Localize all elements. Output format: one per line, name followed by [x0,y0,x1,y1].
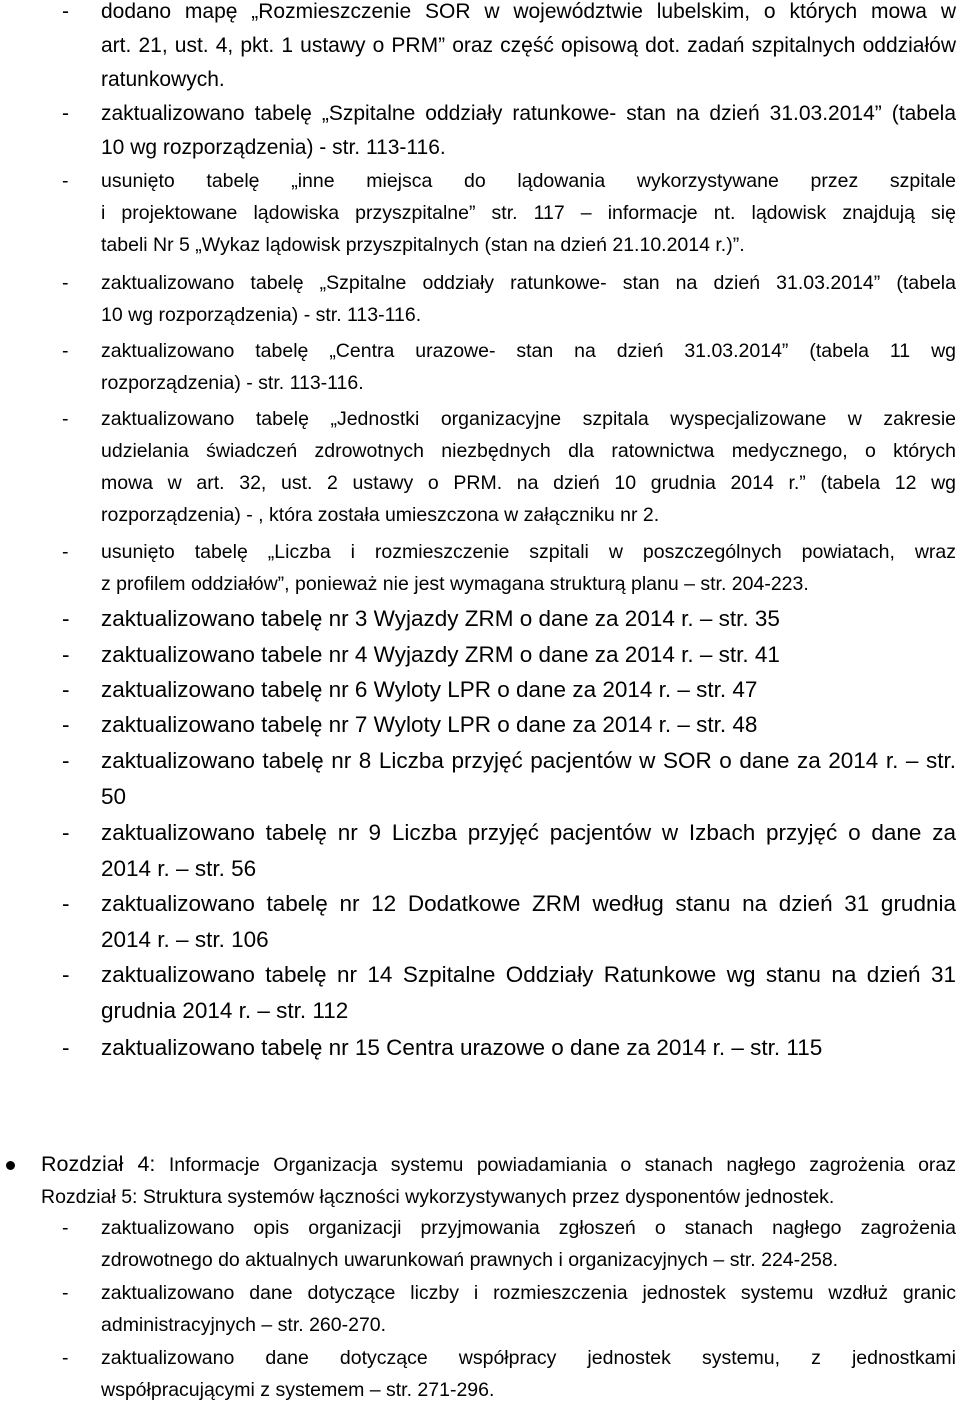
list-dash: - [62,891,70,916]
chapter-section [0,1148,956,1213]
list-item-line: zaktualizowano tabelę nr 7 Wyloty LPR o dane za 2014 r. – str. 48 [101,712,758,737]
list-dash: - [62,272,69,294]
list-dash: - [62,748,70,773]
list-item-line: zaktualizowano dane dotyczące współpracy jednostek systemu, z jednostkami [101,1347,956,1369]
list-item-line: ratunkowych. [101,68,225,91]
list-item-line: z profilem oddziałów”, ponieważ nie jest wymagana strukturą planu – str. 204-223. [101,573,809,595]
list-item-line: usunięto tabelę „inne miejsca do lądowania wykorzystywane przez szpitale [101,170,956,192]
list-item-line: zaktualizowano tabelę „Szpitalne oddziały ratunkowe- stan na dzień 31.03.2014” (tabela [101,272,956,294]
list-item-line: administracyjnych – str. 260-270. [101,1314,387,1336]
list-dash: - [62,1347,69,1369]
list-item [0,815,956,887]
list-item-line: zaktualizowano tabelę nr 6 Wyloty LPR o dane za 2014 r. – str. 47 [101,677,758,702]
list-dash: - [62,1217,69,1239]
list-dash: - [62,677,70,702]
list-item-line: grudnia 2014 r. – str. 112 [101,998,349,1023]
list-item [0,1030,956,1066]
list-item-line: zaktualizowano tabelę nr 14 Szpitalne Oddziały Ratunkowe wg stanu na dzień 31 [101,962,956,987]
list-item-line: zaktualizowano tabelę „Centra urazowe- stan na dzień 31.03.2014” (tabela 11 wg [101,340,956,362]
list-dash: - [62,712,70,737]
list-dash: - [62,820,70,845]
list-item-line: zaktualizowano tabelę nr 9 Liczba przyjęć pacjentów w Izbach przyjęć o dane za [101,820,956,845]
list-item [0,1212,956,1276]
list-item-line: mowa w art. 32, ust. 2 ustawy o PRM. na dzień 10 grudnia 2014 r.” (tabela 12 wg [101,472,956,494]
list-dash: - [62,1035,70,1060]
list-item-line: zaktualizowano tabelę „Szpitalne oddziały ratunkowe- stan na dzień 31.03.2014” (tabela [101,102,956,125]
list-item [0,601,956,637]
list-dash: - [62,962,70,987]
list-item-line: dodano mapę „Rozmieszczenie SOR w województwie lubelskim, o których mowa w [101,0,956,23]
list-item-line: rozporządzenia) - , która została umieszczona w załączniku nr 2. [101,504,660,526]
list-item [0,1342,956,1406]
list-dash: - [62,340,69,362]
list-item-line: i projektowane lądowiska przyszpitalne” str. 117 – informacje nt. lądowisk znajdują się [101,202,956,224]
list-item-line: zaktualizowano tabelę nr 3 Wyjazdy ZRM o dane za 2014 r. – str. 35 [101,606,780,631]
list-item [0,0,956,97]
list-item-line: zaktualizowano tabelę „Jednostki organizacyjne szpitala wyspecjalizowane w zakresie [101,408,956,430]
list-item-line: art. 21, ust. 4, pkt. 1 ustawy o PRM” oraz część opisową dot. zadań szpitalnych oddziałów [101,34,956,57]
list-item [0,707,956,743]
list-item-line: zdrowotnego do aktualnych uwarunkowań prawnych i organizacyjnych – str. 224-258. [101,1249,839,1271]
list-dash: - [62,1282,69,1304]
list-item-line: rozporządzenia) - str. 113-116. [101,372,364,394]
list-item-line: 2014 r. – str. 56 [101,856,257,881]
chapter-4-title: Informacje Organizacja systemu powiadamiania o stanach nagłego zagrożenia oraz [155,1154,957,1176]
bullet-icon [6,1161,15,1170]
list-item [0,403,956,531]
list-item-line: zaktualizowano tabelę nr 8 Liczba przyjęć pacjentów w SOR o dane za 2014 r. – str. [101,748,956,773]
list-dash: - [62,541,69,563]
list-item [0,335,956,399]
list-item-line: współpracującymi z systemem – str. 271-296. [101,1379,495,1401]
list-item-line: 10 wg rozporządzenia) - str. 113-116. [101,304,422,326]
list-item-line: 50 [101,784,127,809]
list-item-line: usunięto tabelę „Liczba i rozmieszczenie szpitali w poszczególnych powiatach, wraz [101,541,956,563]
list-dash: - [62,606,70,631]
list-item [0,637,956,673]
list-item-line: 2014 r. – str. 106 [101,927,269,952]
list-dash: - [62,102,69,125]
chapter-heading [41,1148,956,1181]
list-dash: - [62,0,69,23]
list-item-line: udzielania świadczeń zdrowotnych niezbędnych dla ratownictwa medycznego, o których [101,440,956,462]
list-item [0,957,956,1029]
list-item [0,97,956,165]
list-item [0,886,956,958]
list-item-line: tabeli Nr 5 „Wykaz lądowisk przyszpitalnych (stan na dzień 21.10.2014 r.)”. [101,234,745,256]
list-dash: - [62,408,69,430]
list-item [0,672,956,708]
list-item [0,267,956,331]
list-item [0,743,956,815]
chapter-5-heading: Rozdział 5: Struktura systemów łączności wykorzystywanych przez dysponentów jednostek. [41,1186,835,1208]
list-item-line: 10 wg rozporządzenia) - str. 113-116. [101,136,446,159]
list-item [0,1277,956,1341]
chapter-4-label: Rozdział 4: [41,1152,156,1176]
list-item-line: zaktualizowano tabele nr 4 Wyjazdy ZRM o dane za 2014 r. – str. 41 [101,642,780,667]
list-item [0,536,956,600]
list-item-line: zaktualizowano tabelę nr 12 Dodatkowe ZRM według stanu na dzień 31 grudnia [101,891,956,916]
list-item-line: zaktualizowano dane dotyczące liczby i rozmieszczenia jednostek systemu wzdłuż granic [101,1282,956,1304]
list-dash: - [62,642,70,667]
list-item-line: zaktualizowano opis organizacji przyjmowania zgłoszeń o stanach nagłego zagrożenia [101,1217,956,1239]
list-dash: - [62,170,69,192]
list-item [0,165,956,261]
list-item-line: zaktualizowano tabelę nr 15 Centra urazowe o dane za 2014 r. – str. 115 [101,1035,823,1060]
